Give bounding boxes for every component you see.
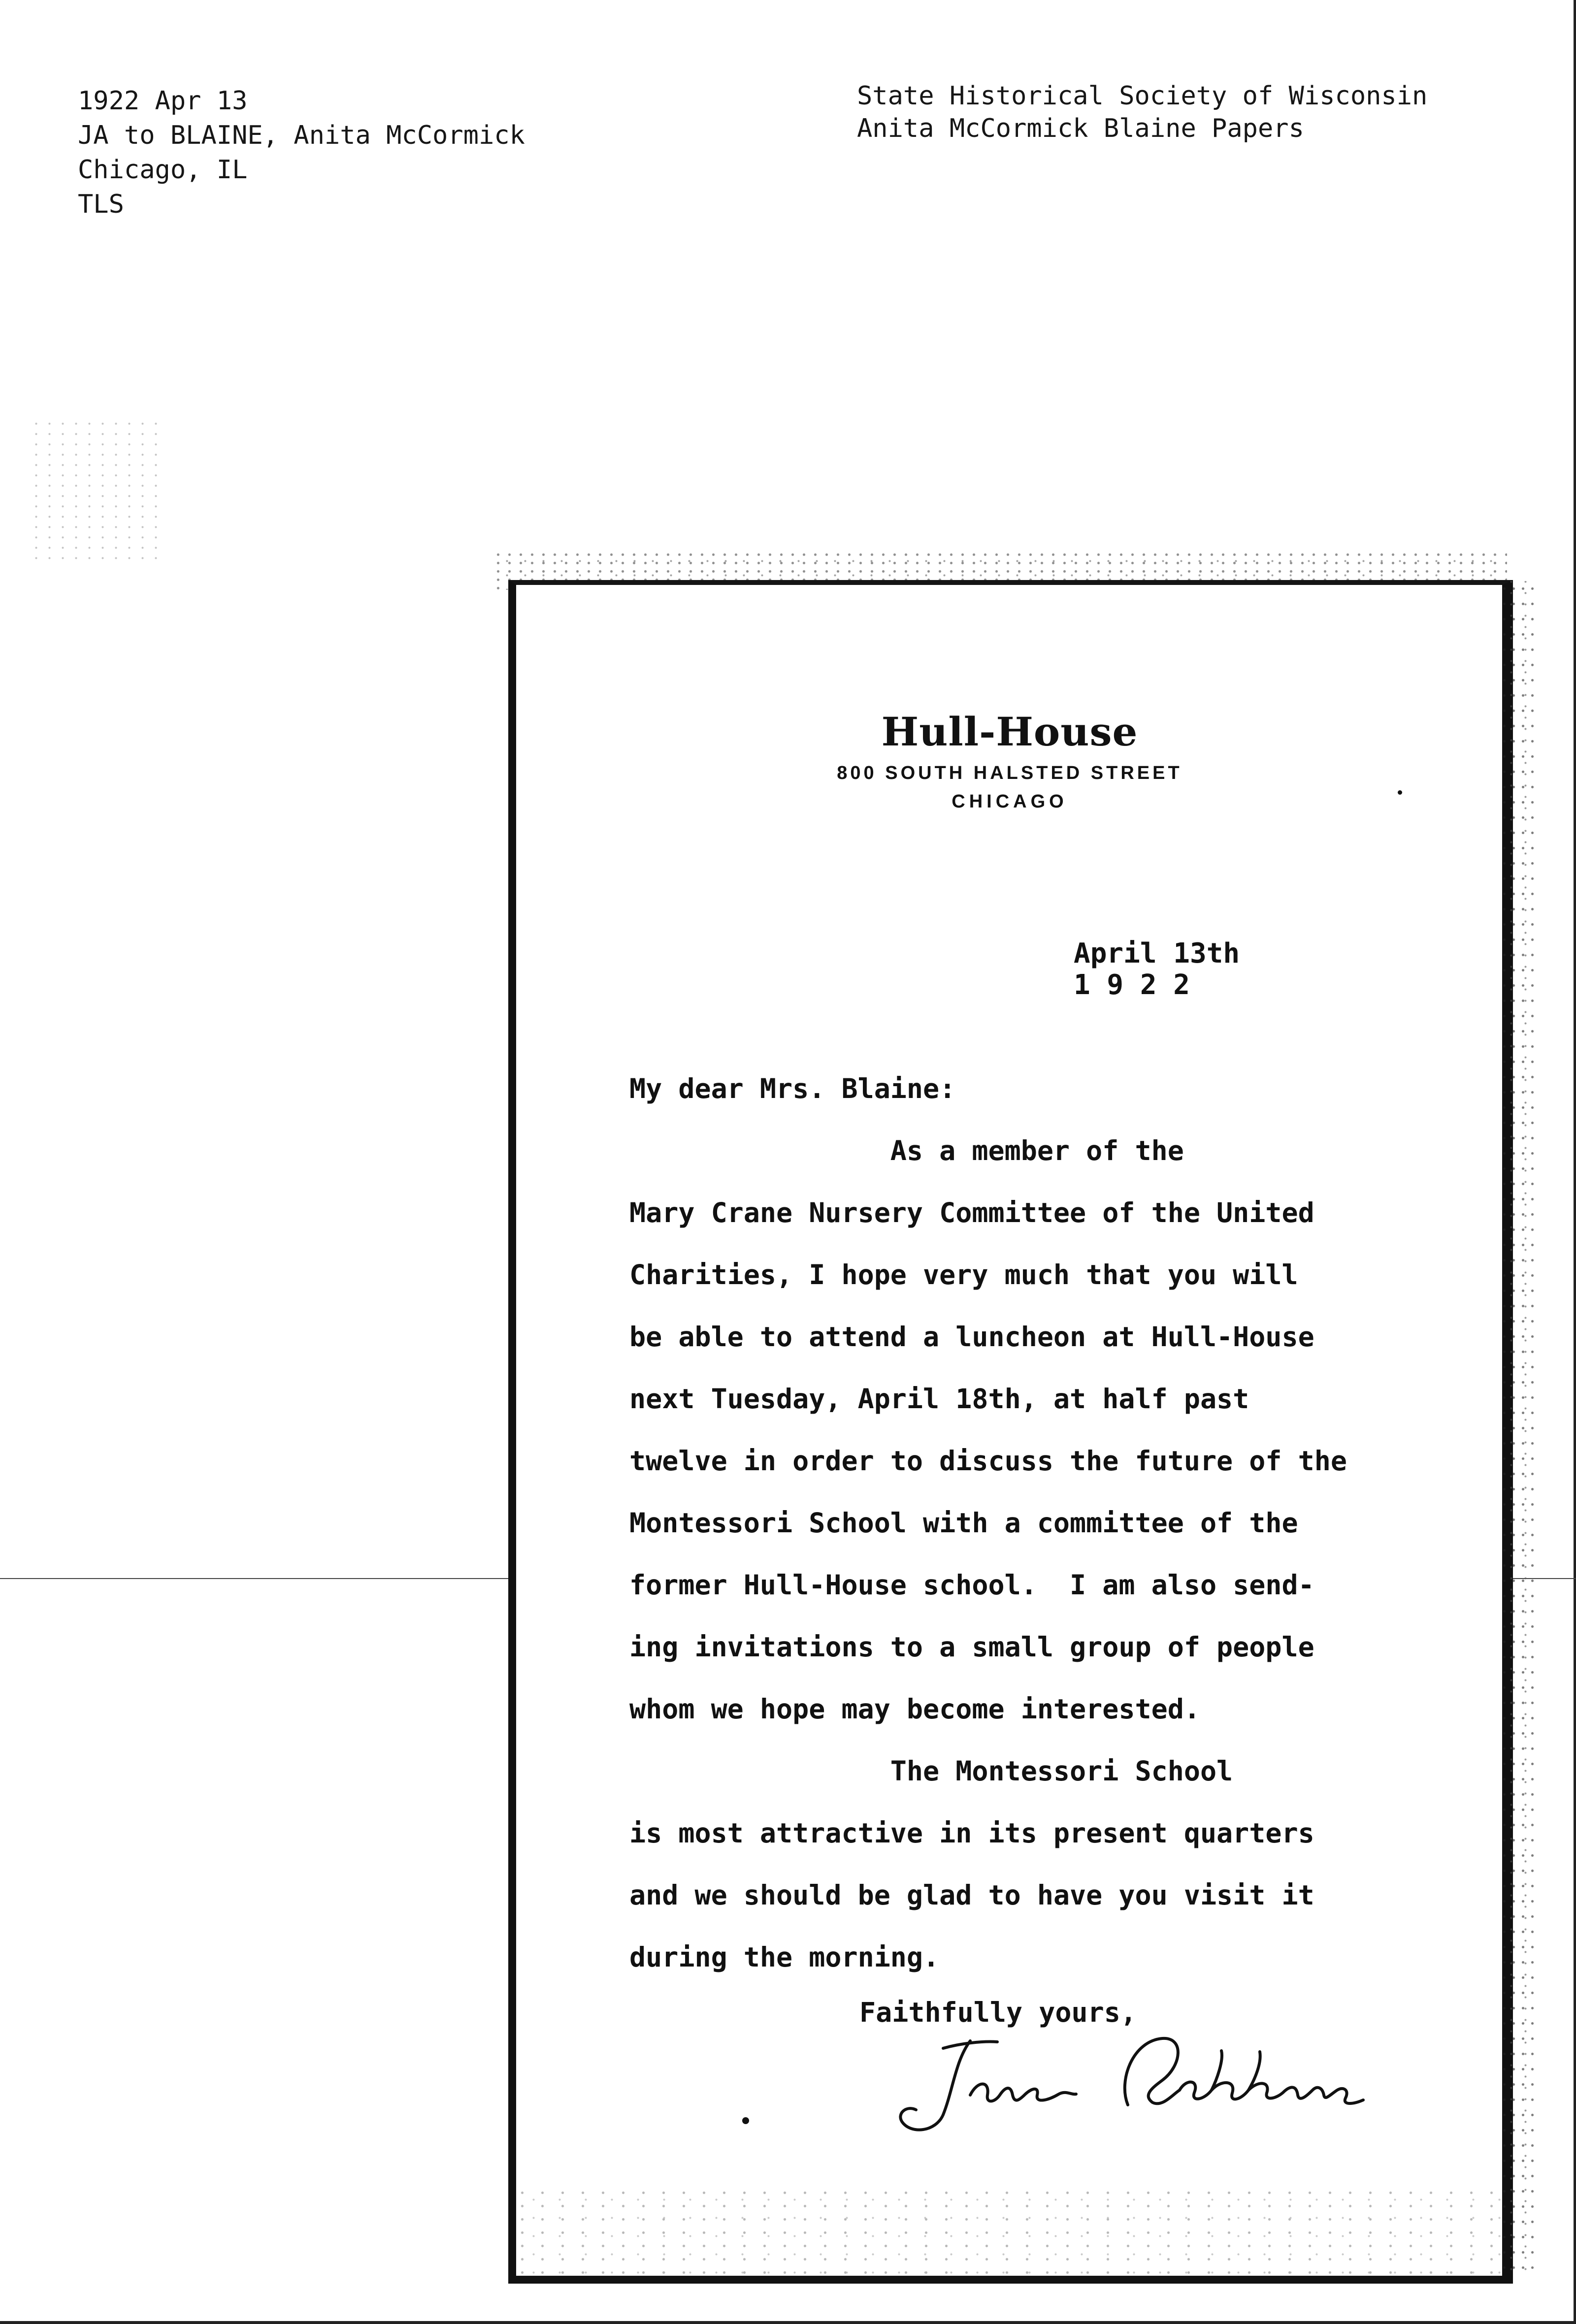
catalog-date: 1922 Apr 13 (78, 86, 248, 116)
signature-jane-addams (896, 2021, 1399, 2139)
archive-institution: State Historical Society of Wisconsin (857, 81, 1428, 111)
letterhead-name: Hull-House (881, 709, 1138, 755)
scan-speckle (30, 419, 158, 566)
letter-date-year: 1 9 2 2 (1074, 969, 1190, 1001)
scan-edge-noise-right (1500, 581, 1534, 2275)
catalog-entry (78, 84, 669, 222)
body-line: be able to attend a luncheon at Hull-House (629, 1321, 1314, 1353)
body-line: twelve in order to discuss the future of the (629, 1445, 1347, 1477)
archive-collection: Anita McCormick Blaine Papers (857, 114, 1304, 143)
body-line: Mary Crane Nursery Committee of the United (629, 1197, 1314, 1228)
body-line: and we should be glad to have you visit it (629, 1879, 1314, 1911)
ink-spot (742, 2117, 749, 2124)
letter-date-day: April 13th (1074, 937, 1240, 969)
body-line: The Montessori School (629, 1755, 1233, 1787)
body-line: ing invitations to a small group of people (629, 1631, 1314, 1663)
catalog-type: TLS (78, 190, 124, 219)
closing: Faithfully yours, (859, 1997, 1137, 2028)
scan-edge-noise-bottom (512, 2186, 1507, 2275)
body-line: is most attractive in its present quarters (629, 1817, 1314, 1849)
body-line: As a member of the (629, 1135, 1184, 1166)
letterhead-street: 800 SOUTH HALSTED STREET (837, 763, 1182, 783)
letterhead-city: CHICAGO (952, 791, 1068, 812)
body-line: Montessori School with a committee of the (629, 1507, 1298, 1539)
body-line: former Hull-House school. I am also send- (629, 1569, 1314, 1601)
ink-spot (1398, 790, 1402, 795)
letter-body (629, 1058, 1496, 1988)
letterhead (754, 709, 1266, 815)
catalog-correspondents: JA to BLAINE, Anita McCormick (78, 121, 525, 150)
body-line: next Tuesday, April 18th, at half past (629, 1383, 1249, 1415)
salutation: My dear Mrs. Blaine: (629, 1073, 956, 1104)
body-line: whom we hope may become interested. (629, 1693, 1200, 1725)
letter-date (1074, 938, 1330, 1001)
body-line: Charities, I hope very much that you will (629, 1259, 1298, 1291)
catalog-place: Chicago, IL (78, 155, 248, 185)
body-line: during the morning. (629, 1941, 940, 1973)
archive-source (857, 80, 1556, 145)
